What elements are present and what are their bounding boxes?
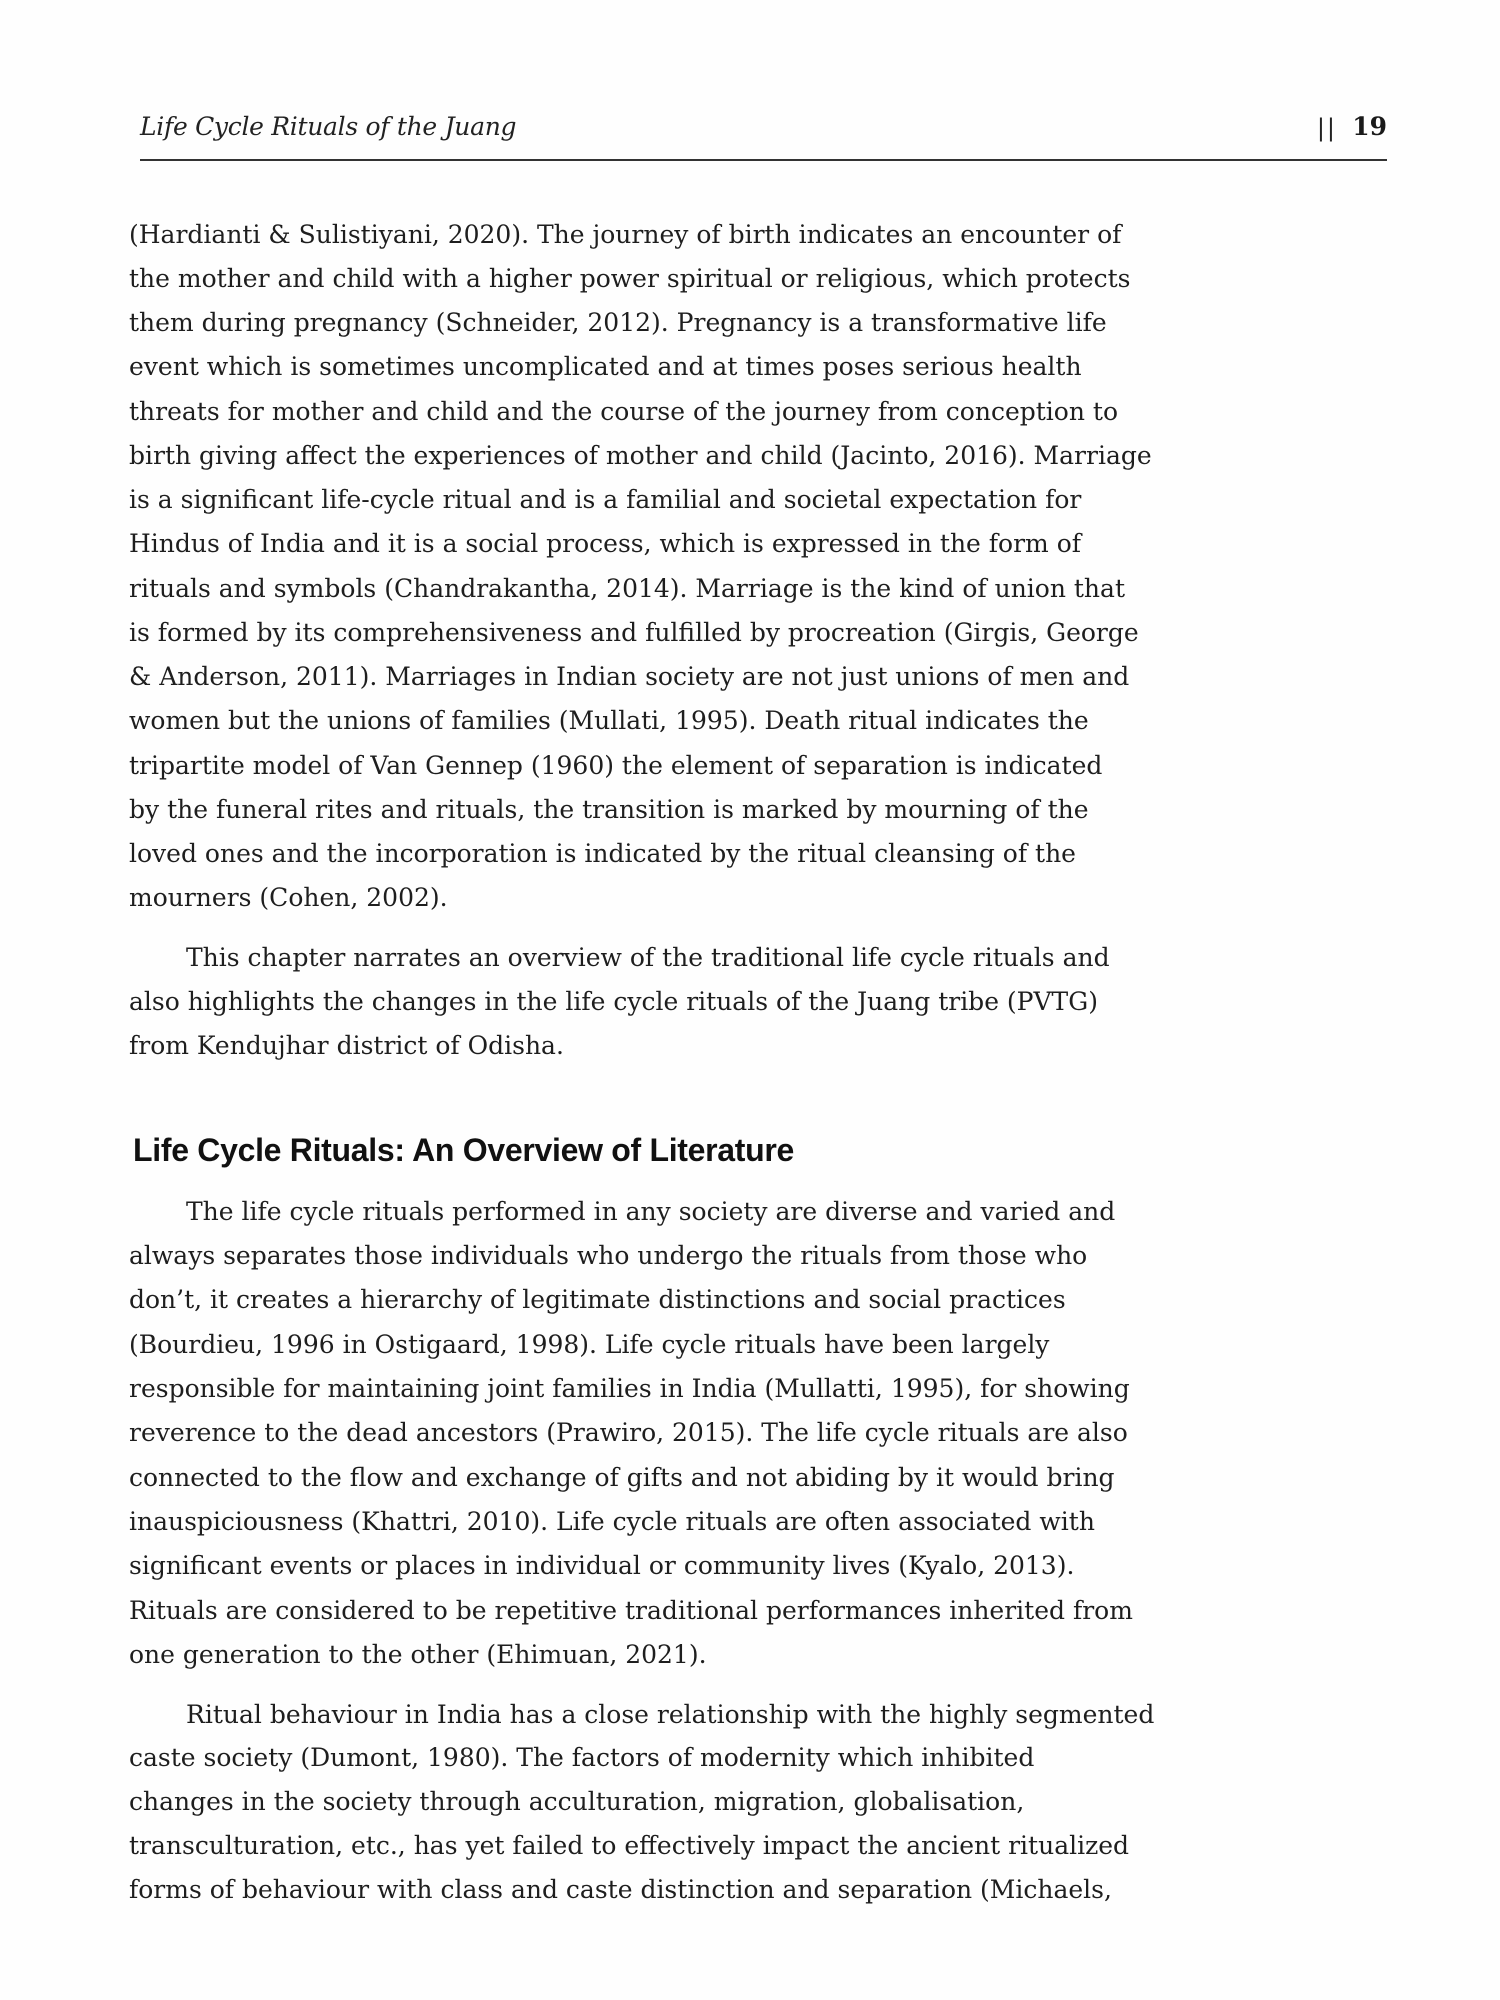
text-line: (Hardianti & Sulistiyani, 2020). The journey of birth indicates an encounter of [129, 220, 1122, 249]
text-line: rituals and symbols (Chandrakantha, 2014). Marriage is the kind of union that [129, 574, 1125, 603]
text-line: by the funeral rites and rituals, the transition is marked by mourning of the [129, 795, 1089, 824]
text-line: reverence to the dead ancestors (Prawiro, 2015). The life cycle rituals are also [129, 1418, 1128, 1447]
text-line: birth giving affect the experiences of mother and child (Jacinto, 2016). Marriage [129, 441, 1152, 470]
running-header [140, 112, 1387, 146]
running-head-title: Life Cycle Rituals of the Juang [140, 112, 517, 141]
text-line: & Anderson, 2011). Marriages in Indian society are not just unions of men and [129, 662, 1130, 691]
text-line: Rituals are considered to be repetitive traditional performances inherited from [129, 1596, 1133, 1625]
text-line: don’t, it creates a hierarchy of legitimate distinctions and social practices [129, 1285, 1066, 1314]
text-line: threats for mother and child and the course of the journey from conception to [129, 397, 1119, 426]
text-line: This chapter narrates an overview of the traditional life cycle rituals and [186, 943, 1110, 972]
page-number: 19 [1352, 112, 1387, 141]
text-line: event which is sometimes uncomplicated and at times poses serious health [129, 352, 1082, 381]
text-line: them during pregnancy (Schneider, 2012). Pregnancy is a transformative life [129, 308, 1107, 337]
text-line: responsible for maintaining joint families in India (Mullatti, 1995), for showing [129, 1374, 1130, 1403]
header-rule [140, 159, 1387, 161]
text-line: caste society (Dumont, 1980). The factors of modernity which inhibited [129, 1743, 1035, 1772]
text-line: is formed by its comprehensiveness and fulfilled by procreation (Girgis, George [129, 618, 1139, 647]
text-line: (Bourdieu, 1996 in Ostigaard, 1998). Life cycle rituals have been largely [129, 1330, 1050, 1359]
text-line: the mother and child with a higher power spiritual or religious, which protects [129, 264, 1131, 293]
text-line: also highlights the changes in the life cycle rituals of the Juang tribe (PVTG) [129, 987, 1098, 1016]
text-line: forms of behaviour with class and caste distinction and separation (Michaels, [129, 1875, 1112, 1904]
text-line: Ritual behaviour in India has a close relationship with the highly segmented [186, 1700, 1155, 1729]
text-line: connected to the flow and exchange of gifts and not abiding by it would bring [129, 1463, 1115, 1492]
text-line: transculturation, etc., has yet failed to effectively impact the ancient ritualized [129, 1831, 1130, 1860]
text-line: women but the unions of families (Mullati, 1995). Death ritual indicates the [129, 706, 1089, 735]
text-line: inauspiciousness (Khattri, 2010). Life cycle rituals are often associated with [129, 1507, 1095, 1536]
text-line: always separates those individuals who undergo the rituals from those who [129, 1241, 1088, 1270]
text-line: significant events or places in individual or community lives (Kyalo, 2013). [129, 1551, 1075, 1580]
text-line: Hindus of India and it is a social process, which is expressed in the form of [129, 529, 1082, 558]
text-line: from Kendujhar district of Odisha. [129, 1031, 564, 1060]
text-line: mourners (Cohen, 2002). [129, 883, 448, 912]
text-line: is a significant life-cycle ritual and is a familial and societal expectation for [129, 485, 1082, 514]
section-heading: Life Cycle Rituals: An Overview of Literature [133, 1132, 795, 1168]
text-line: loved ones and the incorporation is indicated by the ritual cleansing of the [129, 839, 1076, 868]
text-line: The life cycle rituals performed in any society are diverse and varied and [186, 1197, 1116, 1226]
page-number-separator: || [1316, 114, 1337, 142]
text-line: one generation to the other (Ehimuan, 2021). [129, 1640, 707, 1669]
text-line: changes in the society through acculturation, migration, globalisation, [129, 1787, 1025, 1816]
text-line: tripartite model of Van Gennep (1960) the element of separation is indicated [129, 751, 1103, 780]
